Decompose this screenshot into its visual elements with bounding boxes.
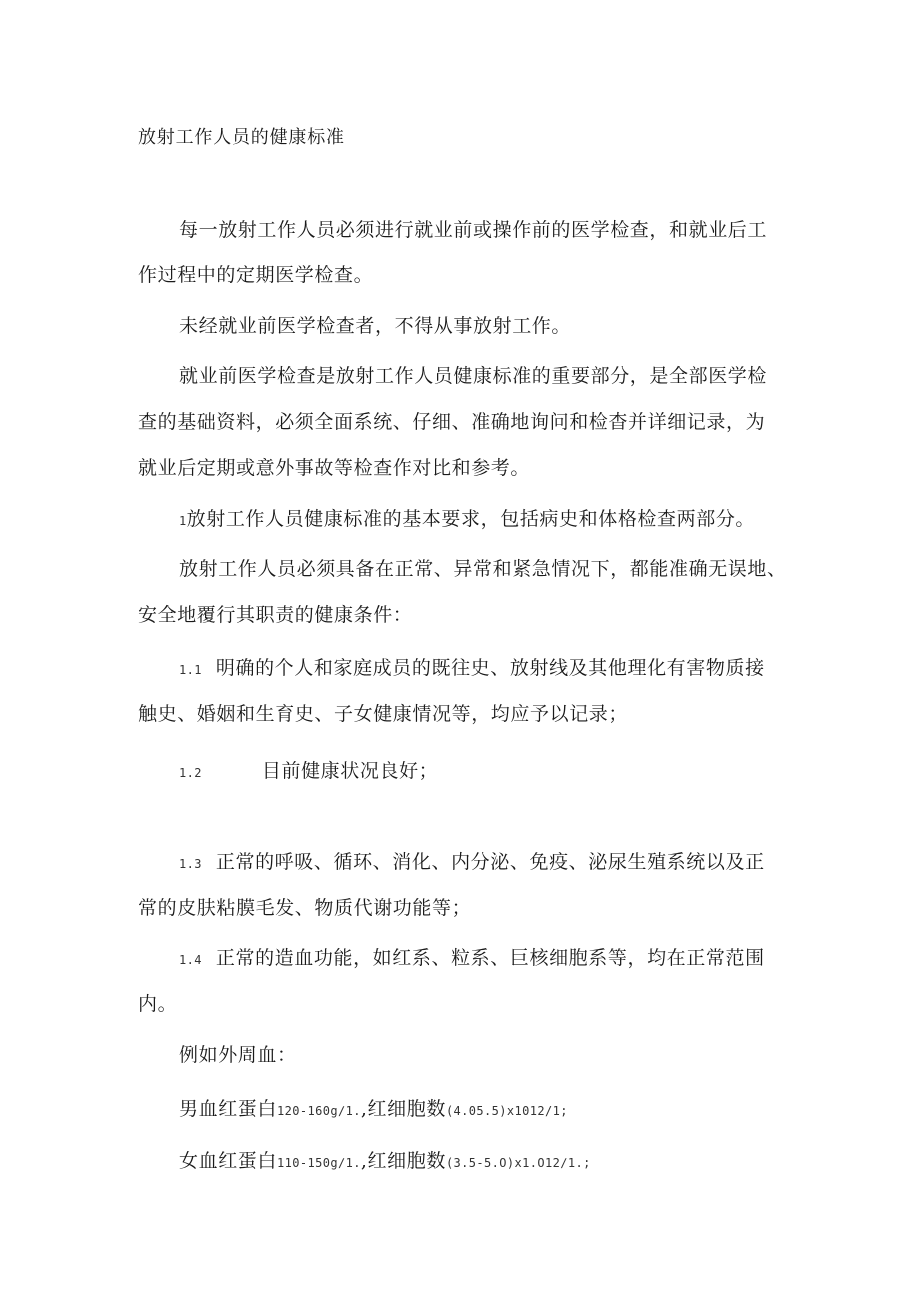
male-rbc-value: (4.05.5)x1012/1; <box>445 1104 568 1118</box>
item-1-3-line-1 <box>179 850 765 876</box>
item-number: 1.2 <box>179 766 202 780</box>
paragraph-5-line-1: 放射工作人员必须具备在正常、异常和紧急情况下，都能准确无误地、 <box>179 558 787 580</box>
paragraph-2: 未经就业前医学检查者，不得从事放射工作。 <box>179 315 572 337</box>
female-blood-values <box>179 1149 591 1175</box>
item-number: 1.1 <box>179 663 202 677</box>
female-rbc-label: ,红细胞数 <box>360 1150 446 1172</box>
male-label: 男血红蛋白 <box>179 1098 278 1120</box>
item-number: 1.4 <box>179 953 202 967</box>
item-1-1-line-1 <box>179 656 765 682</box>
paragraph-3-line-2: 查的基础资料，必须全面系统、仔细、准确地询问和检杳并详细记录，为 <box>138 411 766 433</box>
example-heading: 例如外周血： <box>179 1044 297 1066</box>
item-1-3-line-2: 常的皮肤粘膜毛发、物质代谢功能等； <box>138 897 472 919</box>
item-1-3-text: 正常的呼吸、循环、消化、内分泌、免疫、泌尿生殖系统以及正 <box>215 851 765 873</box>
item-1-1-line-2: 触史、婚姻和生育史、子女健康情况等，均应予以记录； <box>138 703 629 725</box>
male-hemoglobin-range: 120-160g∕1. <box>277 1104 361 1118</box>
female-hemoglobin-range: 110-150g∕1. <box>277 1156 361 1170</box>
male-blood-values <box>179 1097 568 1123</box>
paragraph-3-line-3: 就业后定期或意外事故等检查作对比和参考。 <box>138 457 531 479</box>
male-rbc-label: ,红细胞数 <box>360 1098 446 1120</box>
paragraph-1-line-2: 作过程中的定期医学检查。 <box>138 264 374 286</box>
paragraph-5-line-2: 安全地覆行其职责的健康条件： <box>138 604 413 626</box>
female-rbc-value: (3.5-5.O)x1.O12∕1.; <box>445 1156 591 1170</box>
item-1-4-text: 正常的造血功能，如红系、粒系、巨核细胞系等，均在正常范围 <box>215 947 765 969</box>
female-label: 女血红蛋白 <box>179 1150 278 1172</box>
paragraph-4 <box>179 507 755 533</box>
item-number: 1.3 <box>179 857 202 871</box>
item-1-4-line-1 <box>179 946 765 972</box>
item-1-4-line-2: 内。 <box>138 993 178 1015</box>
paragraph-4-text: 放射工作人员健康标准的基本要求，包括病史和体格检查两部分。 <box>186 508 756 530</box>
document-title: 放射工作人员的健康标准 <box>138 127 345 148</box>
paragraph-3-line-1: 就业前医学检查是放射工作人员健康标准的重要部分，是全部医学检 <box>179 365 768 387</box>
item-1-2 <box>179 759 438 785</box>
section-number: 1 <box>179 514 187 528</box>
paragraph-1-line-1: 每一放射工作人员必须进行就业前或操作前的医学检查，和就业后工 <box>179 219 768 241</box>
item-1-2-text: 目前健康状况良好； <box>261 760 439 782</box>
item-1-1-text: 明确的个人和家庭成员的既往史、放射线及其他理化有害物质接 <box>215 657 765 679</box>
